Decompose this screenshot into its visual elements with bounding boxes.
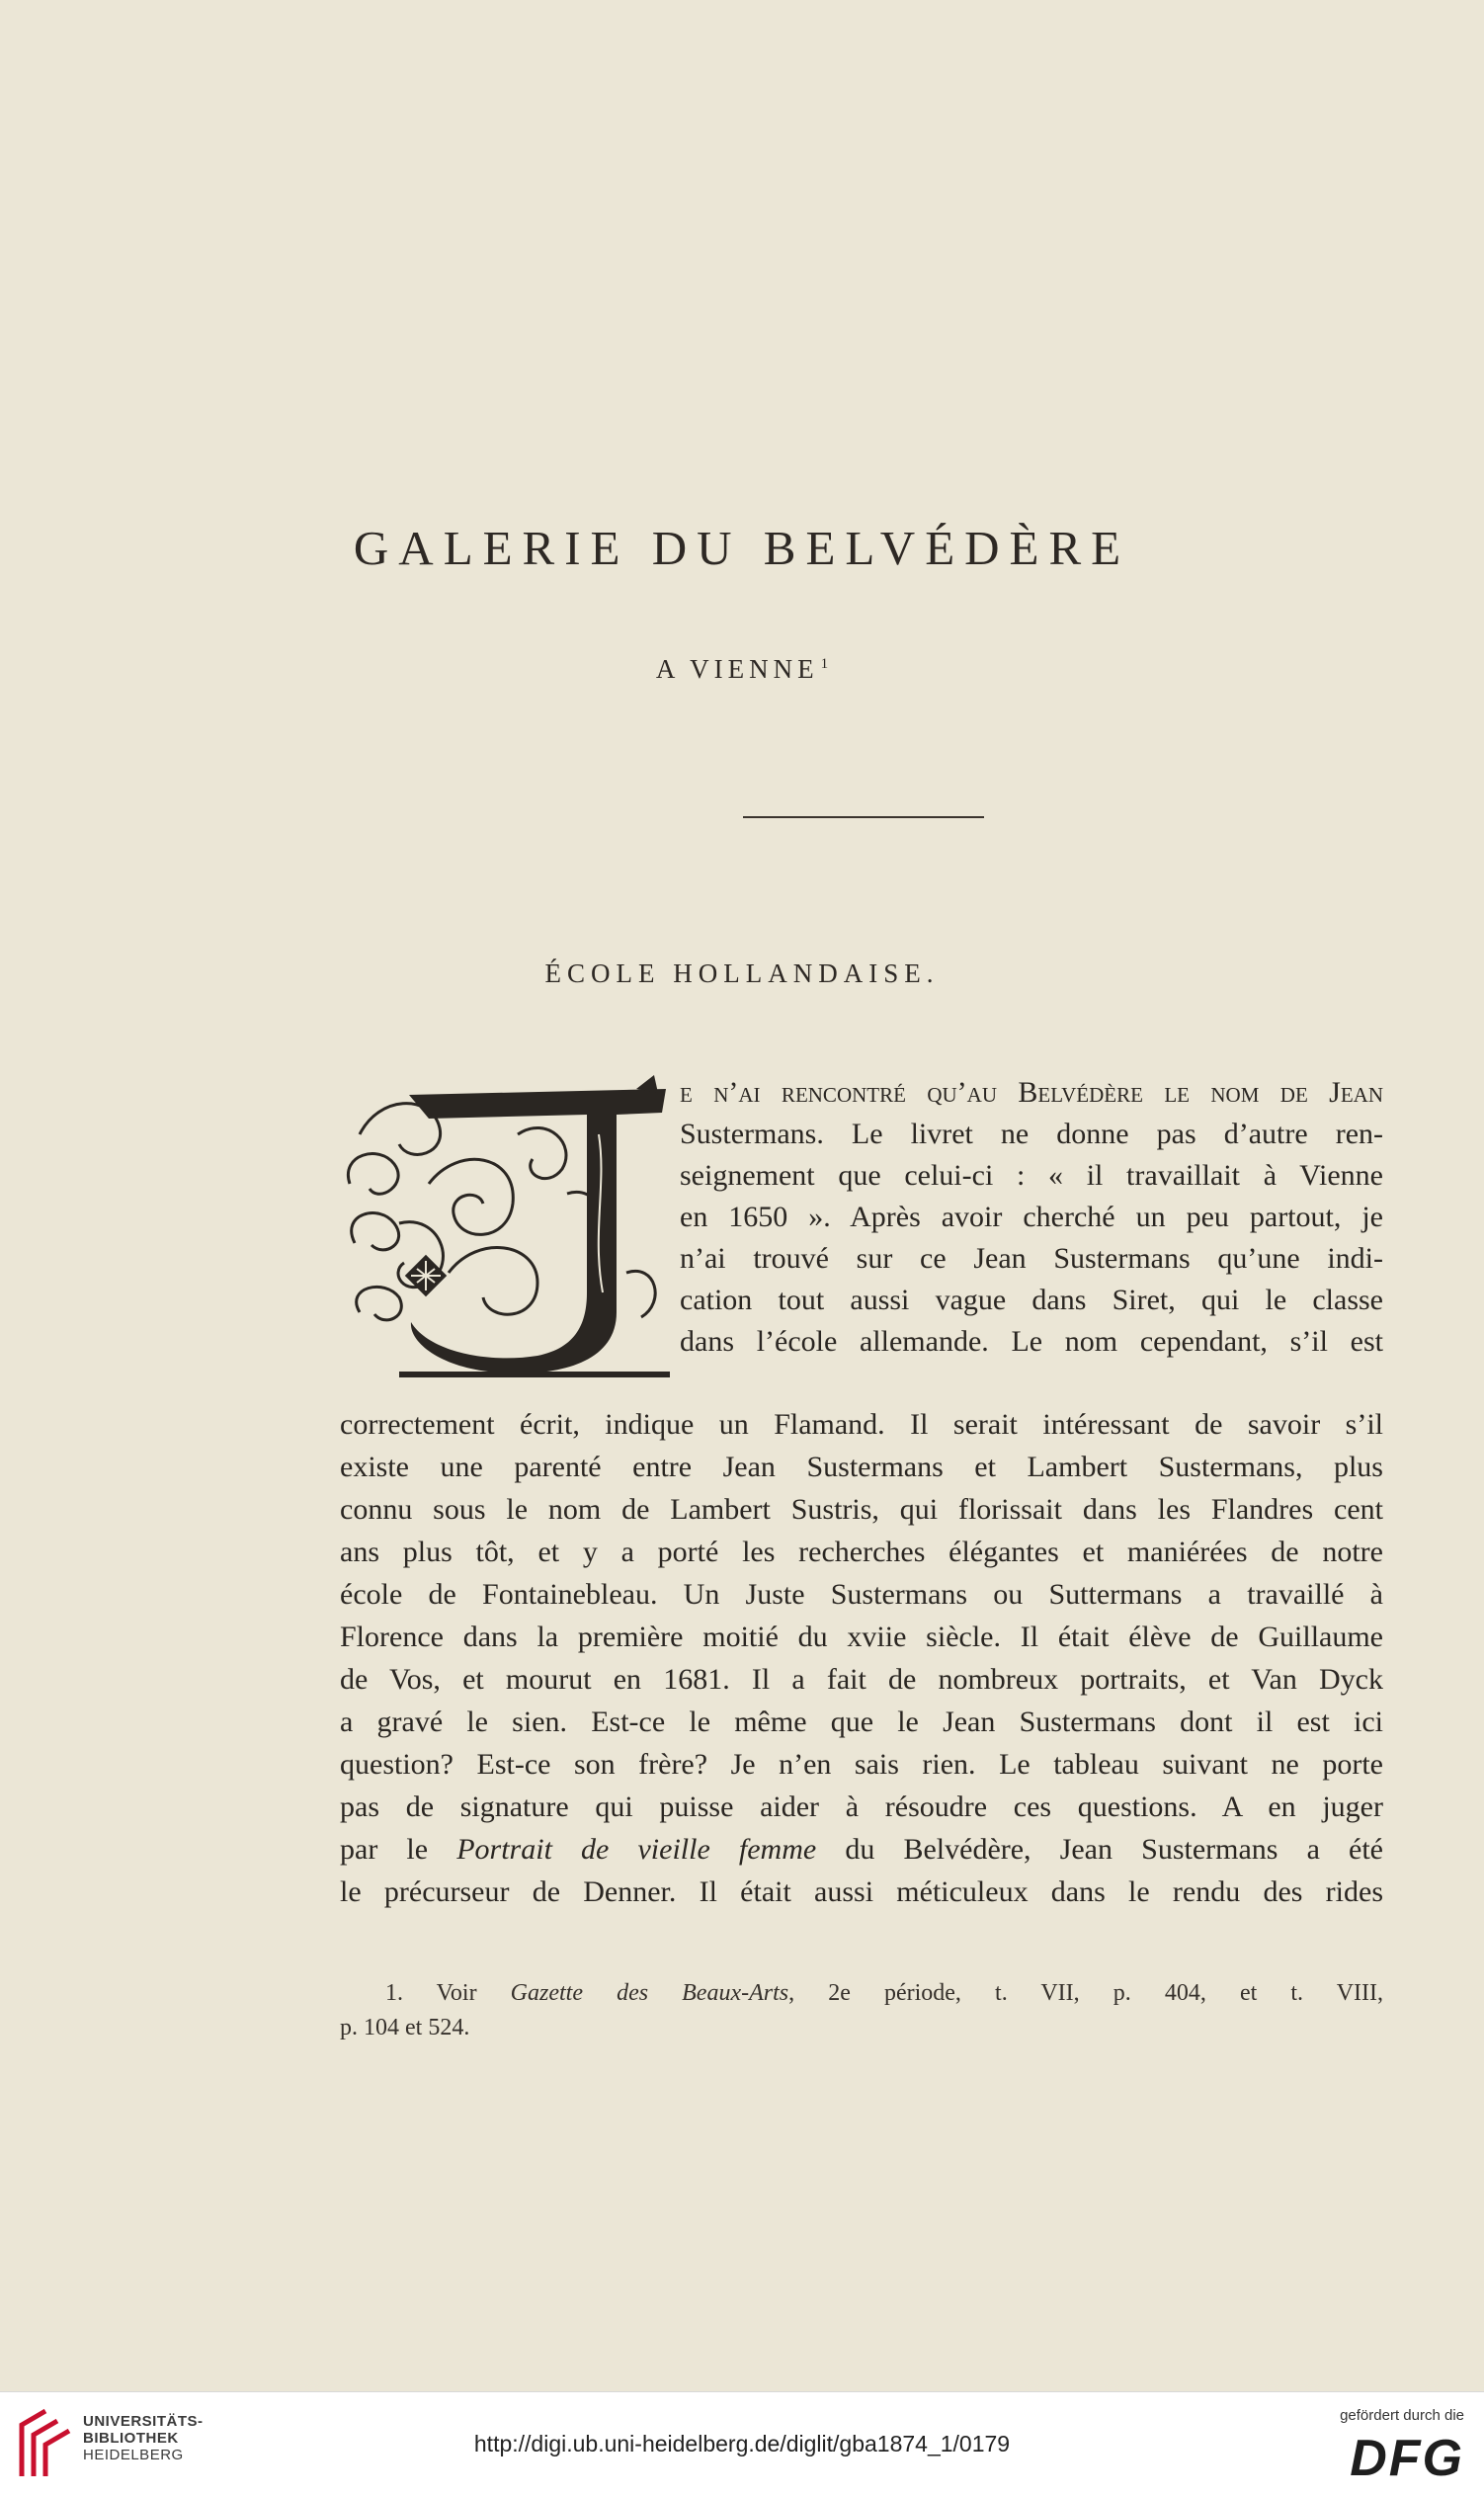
text-line: a gravé le sien. Est-ce le même que le Jean Sustermans dont il est ici [340,1706,1383,1738]
ornamental-initial-j [340,1075,670,1377]
text-line: par le Portrait de vieille femme du Belvédère, Jean Sustermans a été [340,1833,1383,1866]
footnote-line: 1. Voir Gazette des Beaux-Arts, 2e période, t. VII, p. 404, et t. VIII, [385,1980,1383,2006]
text-line: en 1650 ». Après avoir cherché un peu partout, je [680,1201,1383,1233]
text-line: de Vos, et mourut en 1681. Il a fait de nombreux portraits, et Van Dyck [340,1663,1383,1696]
text-line: Sustermans. Le livret ne donne pas d’autre ren- [680,1118,1383,1150]
library-name[interactable]: UNIVERSITÄTS- BIBLIOTHEK HEIDELBERG [83,2413,204,2463]
text-line: ans plus tôt, et y a porté les recherches élégantes et maniérées de notre [340,1536,1383,1568]
page-subtitle [0,654,1484,685]
footnote-line: p. 104 et 524. [340,2015,470,2040]
funder-label: gefördert durch die [1340,2407,1464,2424]
text-line: cation tout aussi vague dans Siret, qui le classe [680,1284,1383,1316]
page-title: GALERIE DU BELVÉDÈRE [353,521,1131,575]
text-line: le précurseur de Denner. Il était aussi méticuleux dans le rendu des rides [340,1875,1383,1908]
text-line: pas de signature qui puisse aider à résoudre ces questions. A en juger [340,1790,1383,1823]
text-line: seignement que celui-ci : « il travaillait à Vienne [680,1159,1383,1192]
footnote [340,1976,1383,2045]
italic-title: Portrait de vieille femme [456,1833,817,1866]
text-line: question? Est-ce son frère? Je n’en sais rien. Le tableau suivant ne porte [340,1748,1383,1781]
text-line: e n’ai rencontré qu’au Belvédère le nom de Jean [680,1076,1383,1109]
dfg-logo[interactable]: DFG [1350,2430,1464,2487]
opening-paragraph [680,1072,1383,1363]
footnote-reference: 1 [820,656,829,672]
permalink-url[interactable]: http://digi.ub.uni-heidelberg.de/diglit/gba1874_1/0179 [473,2431,1011,2456]
text-line: n’ai trouvé sur ce Jean Sustermans qu’une indi- [680,1242,1383,1275]
title-rule [743,816,984,818]
text-line: Florence dans la première moitié du xviie siècle. Il était élève de Guillaume [340,1621,1383,1653]
body-paragraph [340,1403,1383,1913]
text-line: correctement écrit, indique un Flamand. Il serait intéressant de savoir s’il [340,1408,1383,1441]
subtitle-text: A VIENNE [655,654,819,684]
section-heading: ÉCOLE HOLLANDAISE. [544,958,940,988]
text-line: existe une parenté entre Jean Sustermans et Lambert Sustermans, plus [340,1451,1383,1483]
text-line: école de Fontainebleau. Un Juste Sustermans ou Suttermans a travaillé à [340,1578,1383,1611]
text-line: dans l’école allemande. Le nom cependant, s’il est [680,1325,1383,1358]
text-line: connu sous le nom de Lambert Sustris, qui florissait dans les Flandres cent [340,1493,1383,1526]
